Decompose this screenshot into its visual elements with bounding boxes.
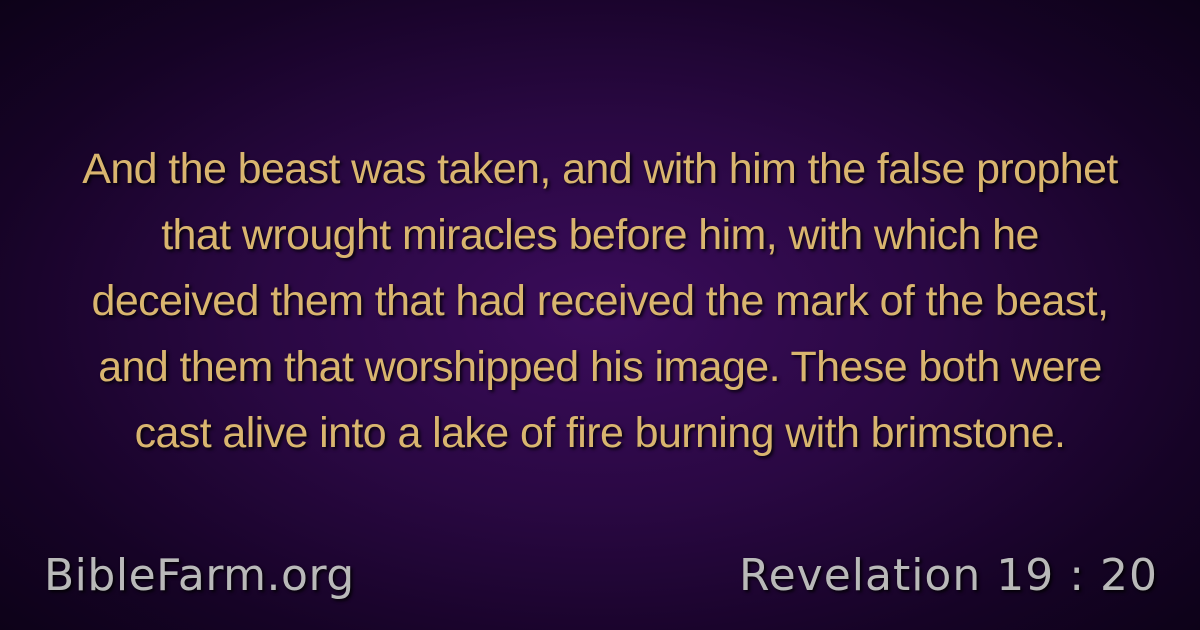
verse-line: cast alive into a lake of fire burning with brimstone. (134, 409, 1066, 457)
verse-line: that wrought miracles before him, with which he (161, 211, 1039, 259)
verse-line: And the beast was taken, and with him the false prophet (82, 145, 1118, 193)
verse-reference: Revelation 19 : 20 (738, 550, 1158, 601)
site-name: BibleFarm.org (44, 550, 355, 601)
verse-text (40, 136, 1160, 466)
verse-line: and them that worshipped his image. These both were (98, 343, 1102, 391)
verse-line: deceived them that had received the mark of the beast, (91, 277, 1109, 325)
